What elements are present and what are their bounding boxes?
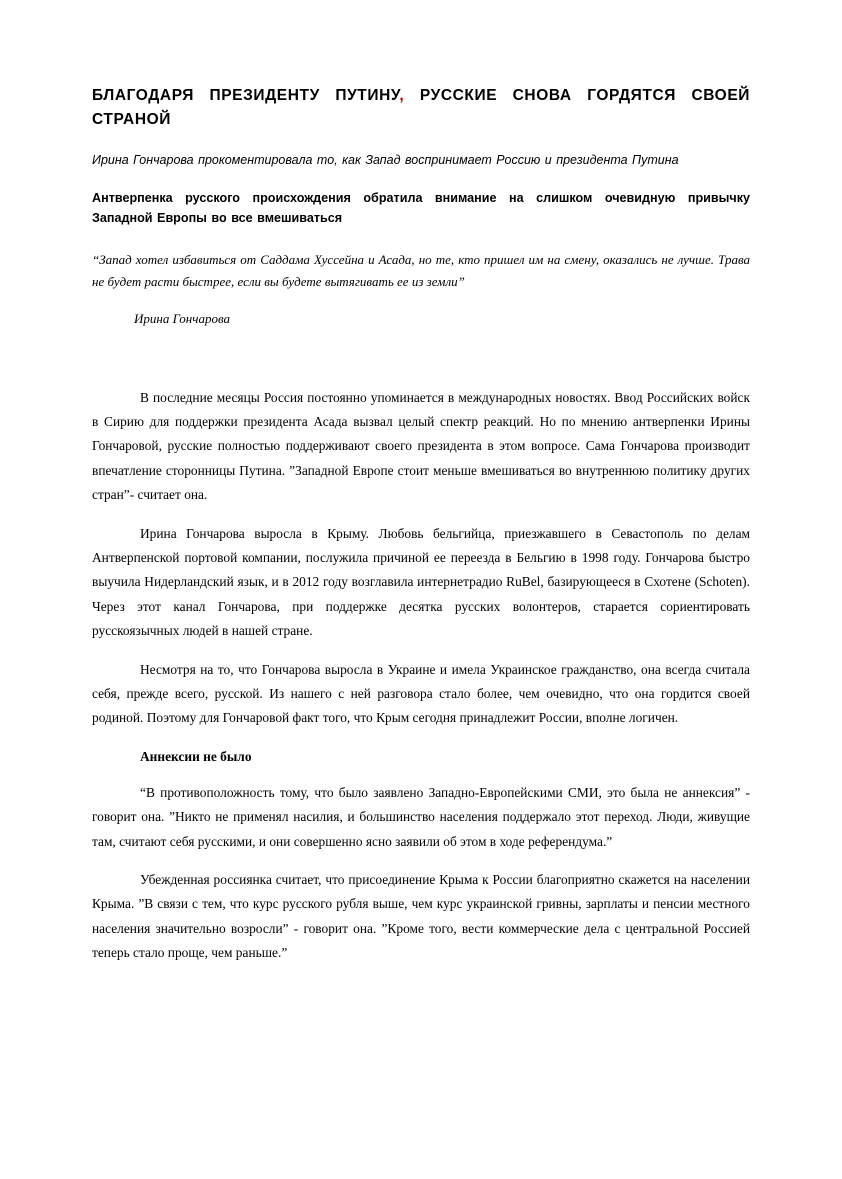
paragraph: В последние месяцы Россия постоянно упоминается в международных новостях. Ввод Российских войск в Сирию для поддержки президента Асада вызвал целый спектр реакций. Но по мнению антверпенки Ирины Гончаровой, русские полностью поддерживают своего президента в этом вопросе. Сама Гончарова производит впечатление сторонницы Путина. ”Западной Европе стоит меньше вмешиваться во внутреннюю политику других стран”- считает она. xyxy=(92,389,750,503)
pull-quote-attribution: Ирина Гончарова xyxy=(134,310,231,326)
pull-quote: “Запад хотел избавиться от Саддама Хуссейна и Асада, но те, кто пришел им на смену, оказались не лучше. Трава не будет расти быстрее, если вы будете вытягивать ее из земли” xyxy=(92,251,750,290)
page-title-part-two: РУССКИЕ СНОВА ГОРДЯТСЯ СВОЕЙ СТРАНОЙ xyxy=(92,87,751,129)
paragraph: Ирина Гончарова выросла в Крыму. Любовь бельгийца, приезжавшего в Севастополь по делам Антверпенской портовой компании, послужила причиной ее переезда в Бельгию в 1998 году. Гончарова быстро выучила Нидерландский язык, и в 2012 году возглавила интернетрадио RuBel, базирующееся в Схотене (Schoten). Через этот канал Гончарова, при поддержке десятка русских волонтеров, старается сориентировать русскоязычных людей в нашей стране. xyxy=(92,525,750,639)
page-title-part-one: БЛАГОДАРЯ ПРЕЗИДЕНТУ ПУТИНУ xyxy=(92,87,400,104)
document-lead: Антверпенка русского происхождения обратила внимание на слишком очевидную привычку Западной Европы во все вмешиваться xyxy=(92,191,750,226)
page-title xyxy=(92,84,750,132)
paragraph: Убежденная россиянка считает, что присоединение Крыма к России благоприятно скажется на населении Крыма. ”В связи с тем, что курс русского рубля выше, чем курс украинской гривны, зарплаты и пенсии местного населения значительно возросли” - говорит она. ”Кроме того, вести коммерческие дела с центральной Россией теперь стало проще, чем раньше.” xyxy=(92,872,750,961)
page-title-comma: , xyxy=(399,87,405,104)
paragraph: “В противоположность тому, что было заявлено Западно-Европейскими СМИ, это была не аннексия” - говорит она. ”Никто не применял насилия, и большинство населения поддержало этот переход. Люди, живущие там, считают себя русскими, и они совершенно ясно заявили об этом в ходе референдума.” xyxy=(92,784,750,849)
paragraph: Несмотря на то, что Гончарова выросла в Украине и имела Украинское гражданство, она всегда считала себя, прежде всего, русской. Из нашего с ней разговора стало более, чем очевидно, что она гордится своей родиной. Поэтому для Гончаровой факт того, что Крым сегодня принадлежит России, вполне логичен. xyxy=(92,661,750,726)
document-subtitle: Ирина Гончарова прокоментировала то, как Запад воспринимает Россию и президента Путина xyxy=(92,153,679,168)
document-body xyxy=(92,84,750,980)
article-body xyxy=(92,386,750,966)
section-heading: Аннексии не было xyxy=(140,748,252,764)
